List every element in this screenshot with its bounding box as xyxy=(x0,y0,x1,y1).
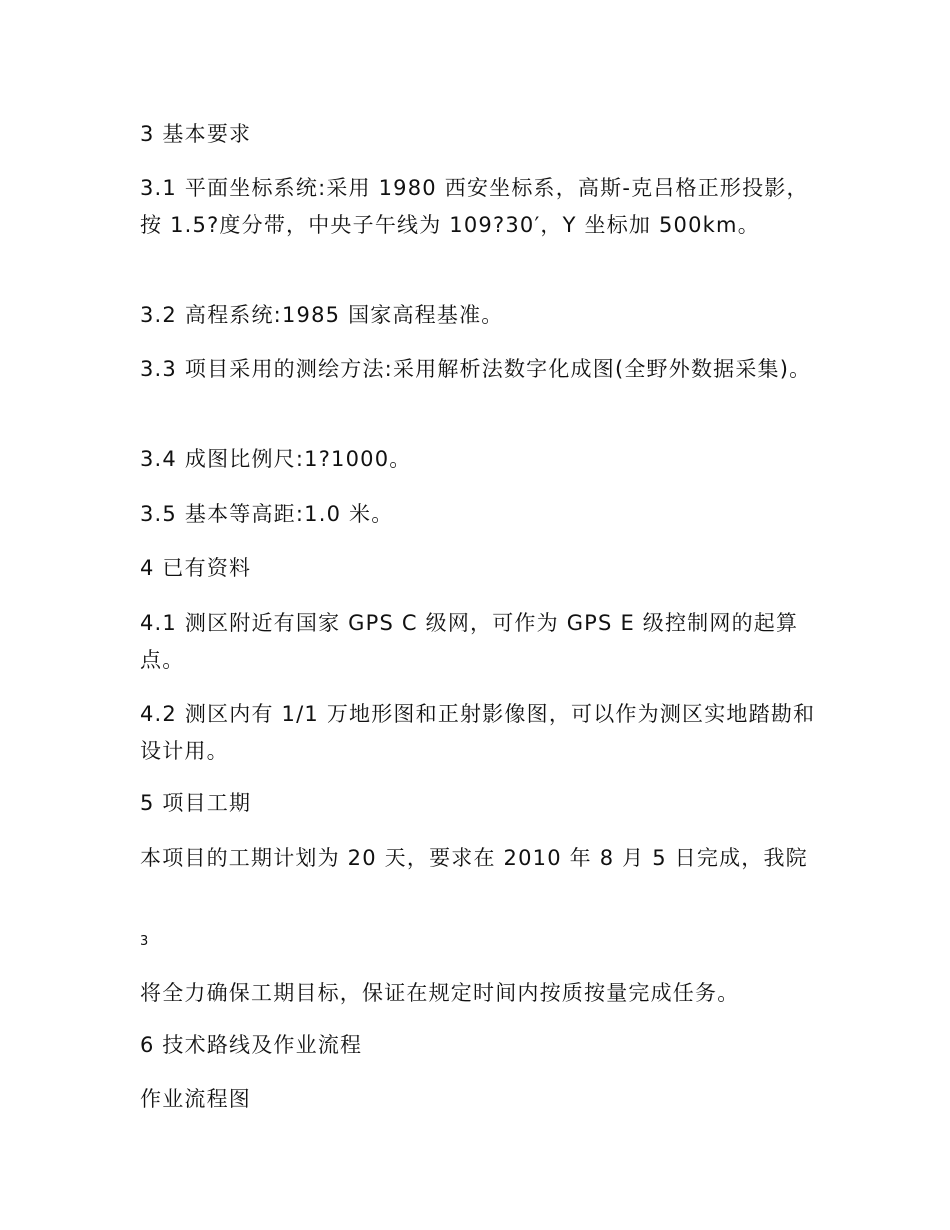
paragraph-schedule-part-2: 将全力确保工期目标，保证在规定时间内按质按量完成任务。 xyxy=(140,981,740,1005)
paragraph-3-4-map-scale: 3.4 成图比例尺:1?1000。 xyxy=(140,447,412,471)
page-number: 3 xyxy=(140,934,149,949)
heading-existing-materials: 4 已有资料 xyxy=(140,556,252,580)
paragraph-3-1-coordinate-system: 3.1 平面坐标系统:采用 1980 西安坐标系，高斯-克吕格正形投影，按 1.5?度分带，中央子午线为 109?30′，Y 坐标加 500km。 xyxy=(140,176,809,237)
heading-project-schedule: 5 项目工期 xyxy=(140,791,252,815)
paragraph-3-2-elevation-system: 3.2 高程系统:1985 国家高程基准。 xyxy=(140,303,504,327)
paragraph-4-2-topographic-maps: 4.2 测区内有 1/1 万地形图和正射影像图，可以作为测区实地踏勘和设计用。 xyxy=(140,702,816,763)
paragraph-3-3-survey-method: 3.3 项目采用的测绘方法:采用解析法数字化成图(全野外数据采集)。 xyxy=(140,357,812,381)
heading-basic-requirements: 3 基本要求 xyxy=(140,122,252,146)
paragraph-4-1-gps-network: 4.1 测区附近有国家 GPS C 级网，可作为 GPS E 级控制网的起算点。 xyxy=(140,611,799,672)
heading-workflow-diagram: 作业流程图 xyxy=(140,1087,251,1111)
paragraph-3-5-contour-interval: 3.5 基本等高距:1.0 米。 xyxy=(140,502,394,526)
paragraph-schedule-part-1: 本项目的工期计划为 20 天，要求在 2010 年 8 月 5 日完成，我院 xyxy=(140,846,808,870)
heading-technical-route: 6 技术路线及作业流程 xyxy=(140,1033,363,1057)
